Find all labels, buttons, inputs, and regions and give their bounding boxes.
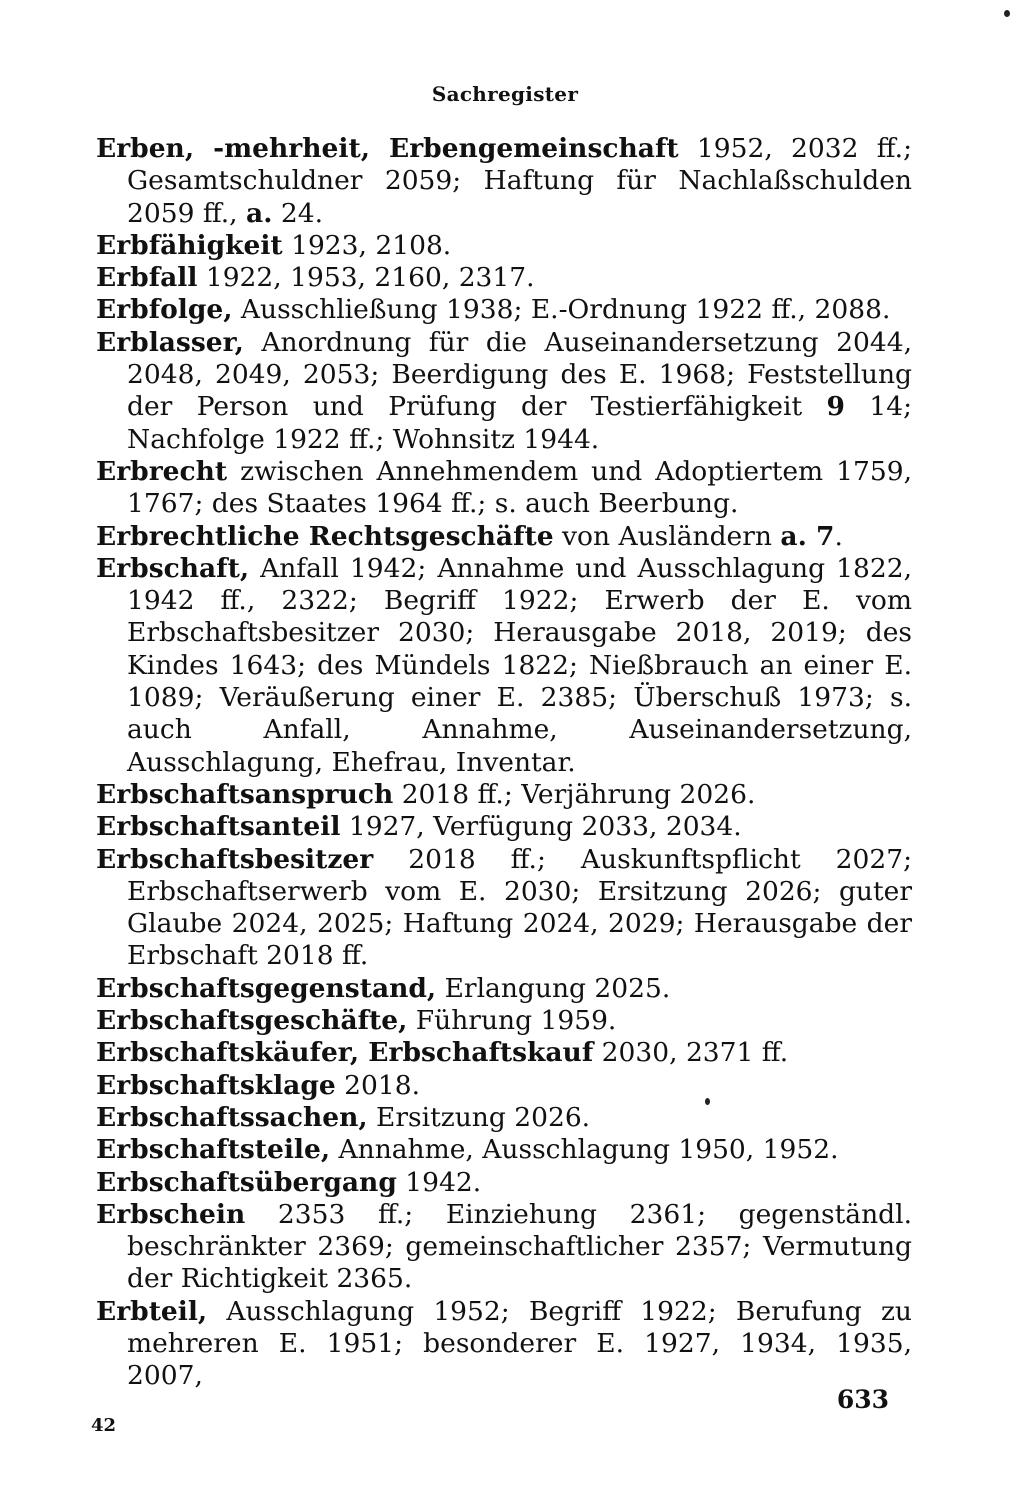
entry-bold-ref: a. <box>246 197 273 229</box>
entry-text: 1927, Verfügung 2033, 2034. <box>340 811 742 843</box>
entry-bold-ref: 9 <box>826 391 845 423</box>
entry-text: Erlangung 2025. <box>436 972 671 1004</box>
index-entry <box>96 133 912 230</box>
ink-speck <box>705 1098 710 1105</box>
index-entry <box>96 1167 912 1199</box>
entry-term: Erbrechtliche Rechtsgeschäfte <box>96 520 554 552</box>
entry-term: Erbrecht <box>96 455 228 487</box>
index-entry <box>96 1005 912 1037</box>
entry-text: 2353 ff.; Einziehung 2361; gegenständl. beschränkter 2369; gemeinschaftlicher 2357; Vermutung der Richtigkeit 2365. <box>127 1198 912 1295</box>
entry-text: Ausschließung 1938; E.-Ordnung 1922 ff., 2088. <box>232 294 891 326</box>
index-entry <box>96 230 912 262</box>
entry-term: Erbschaftssachen, <box>96 1101 368 1133</box>
index-entry <box>96 262 912 294</box>
entry-text: 14; Nachfolge 1922 ff.; Wohnsitz 1944. <box>127 391 913 455</box>
index-entry <box>96 521 912 553</box>
running-header: Sachregister <box>431 82 579 106</box>
index-entry <box>96 1199 912 1296</box>
index-entry <box>96 779 912 811</box>
entry-term: Erbschaftsbesitzer <box>96 843 374 875</box>
entry-term: Erbschaft, <box>96 552 250 584</box>
entry-text: 2018 ff.; Verjährung 2026. <box>393 778 756 810</box>
index-entry <box>96 844 912 973</box>
entry-text: 24. <box>272 197 324 229</box>
entry-text: 2030, 2371 ff. <box>593 1037 789 1069</box>
entry-text: Ausschlagung 1952; Begriff 1922; Berufung zu mehreren E. 1951; besonderer E. 1927, 1934, 1935, 2007, <box>127 1295 912 1392</box>
entry-term: Erbschaftsübergang <box>96 1166 397 1198</box>
entry-text: zwischen Annehmendem und Adoptiertem 1759, 1767; des Staates 1964 ff.; s. auch Beerbung. <box>127 455 912 520</box>
entry-term: Erben, -mehrheit, Erbengemeinschaft <box>96 133 679 164</box>
entry-text: von Ausländern <box>553 520 781 552</box>
entry-term: Erbfall <box>96 262 198 294</box>
page-number: 633 <box>836 1385 889 1414</box>
index-entry <box>96 973 912 1005</box>
entry-term: Erbschaftsgeschäfte, <box>96 1005 408 1037</box>
signature-mark: 42 <box>91 1415 117 1436</box>
entry-term: Erbschaftsteile, <box>96 1134 331 1166</box>
entry-text: 1922, 1953, 2160, 2317. <box>197 262 535 294</box>
entry-term: Erbschaftsanteil <box>96 811 341 843</box>
entry-term: Erbschaftsgegenstand, <box>96 972 437 1004</box>
entry-text: Ersitzung 2026. <box>367 1101 591 1133</box>
entry-text: 1952, 2032 ff.; Gesamtschuldner 2059; Haftung für Nachlaßschulden 2059 ff., <box>127 133 912 229</box>
entry-text: Annahme, Ausschlagung 1950, 1952. <box>330 1134 839 1166</box>
entry-text: Anordnung für die Auseinandersetzung 2044, 2048, 2049, 2053; Beerdigung des E. 1968; Feststellung der Person und Prüfung der Testierfähigkeit <box>127 326 912 423</box>
index-entry <box>96 553 912 779</box>
entry-text: Führung 1959. <box>407 1005 617 1037</box>
entry-term: Erbschaftsanspruch <box>96 778 394 810</box>
index-entry <box>96 294 912 326</box>
index-entry <box>96 327 912 456</box>
index-entry <box>96 1102 912 1134</box>
index-entry <box>96 1296 912 1393</box>
entry-bold-ref: a. 7 <box>780 520 835 552</box>
entry-text: 1942. <box>396 1166 482 1198</box>
index-entry <box>96 1070 912 1102</box>
entry-term: Erbschaftskäufer, Erbschaftskauf <box>96 1037 594 1069</box>
index-entry <box>96 456 912 521</box>
entry-text: 2018 ff.; Auskunftspflicht 2027; Erbschaftserwerb vom E. 2030; Ersitzung 2026; guter Glaube 2024, 2025; Haftung 2024, 2029; Herausgabe der Erbschaft 2018 ff. <box>127 843 912 972</box>
index-entry <box>96 1134 912 1166</box>
entry-text: Anfall 1942; Annahme und Ausschlagung 1822, 1942 ff., 2322; Begriff 1922; Erwerb der E. vom Erbschaftsbesitzer 2030; Herausgabe 2018, 2019; des Kindes 1643; des Mündels 1822; Nießbrauch an einer E. 1089; Veräußerung einer E. 2385; Überschuß 1973; s. auch Anfall, Annahme, Auseinandersetzung, Ausschlagung, Ehefrau, Inventar. <box>127 552 912 778</box>
entry-term: Erbteil, <box>96 1295 208 1327</box>
entry-term: Erbschein <box>96 1198 246 1230</box>
entry-term: Erblasser, <box>96 326 244 358</box>
entry-text: . <box>834 520 843 552</box>
entry-term: Erbfolge, <box>96 294 233 326</box>
index-entry <box>96 1037 912 1069</box>
index-entry <box>96 811 912 843</box>
entry-text: 1923, 2108. <box>282 229 452 261</box>
entry-text: 2018. <box>335 1069 421 1101</box>
entry-term: Erbschaftsklage <box>96 1069 336 1101</box>
ink-speck <box>1004 10 1010 17</box>
entry-term: Erbfähigkeit <box>96 229 283 261</box>
index-entries <box>96 133 912 1393</box>
